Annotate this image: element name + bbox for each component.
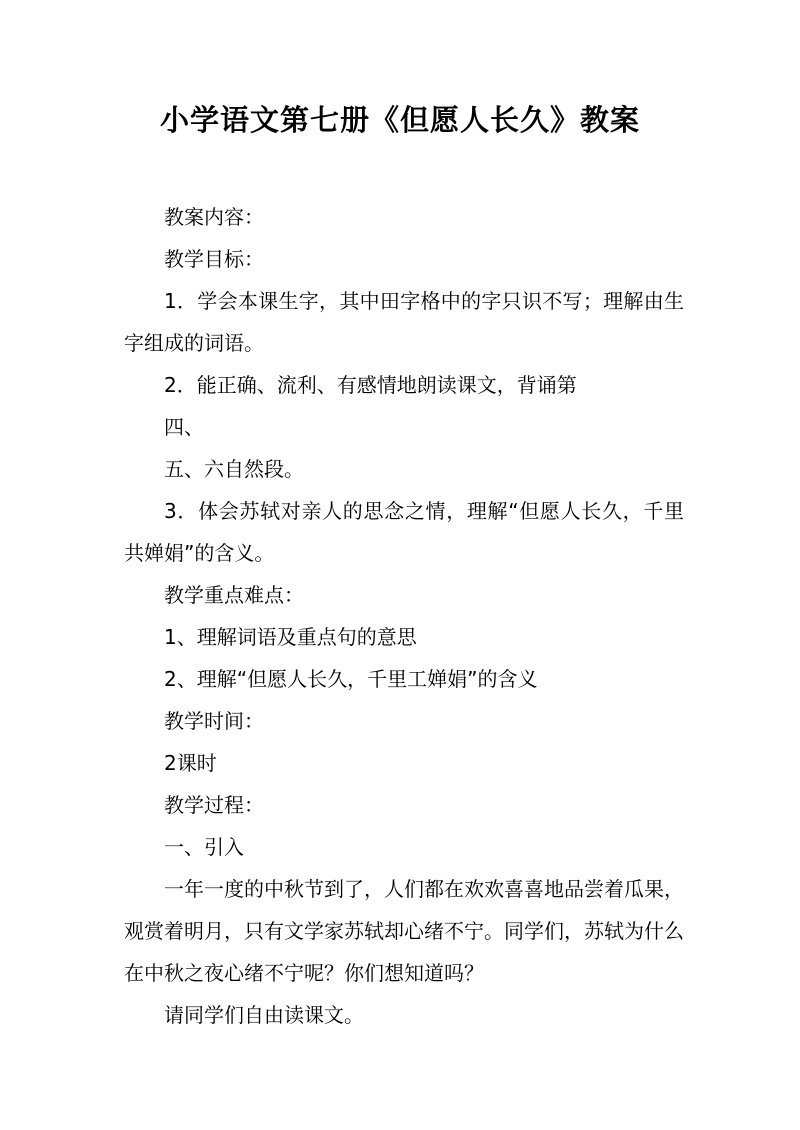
paragraph-objective-2-cont-b: 五、六自然段。 [164,457,304,481]
paragraph-section-intro: 一、引入 [164,835,244,859]
paragraph-objective-3: 3．体会苏轼对亲人的思念之情，理解“但愿人长久，千里共婵娟”的含义。 [124,499,684,565]
paragraph-process-heading: 教学过程： [164,793,264,817]
document-title: 小学语文第七册《但愿人长久》教案 [159,103,640,137]
paragraph-content-heading: 教案内容： [164,205,264,229]
paragraph-key-point-1: 1、理解词语及重点句的意思 [164,625,417,649]
paragraph-time-heading: 教学时间： [164,709,264,733]
paragraph-time-value: 2课时 [164,751,217,775]
paragraph-key-points-heading: 教学重点难点： [164,583,304,607]
paragraph-key-point-2: 2、理解“但愿人长久，千里工婵娟”的含义 [164,667,538,691]
paragraph-reading-instruction: 请同学们自由读课文。 [164,1003,364,1027]
paragraph-objective-2-cont-a: 四、 [164,415,204,439]
document-body [124,196,684,1036]
paragraph-objective-1: 1．学会本课生字，其中田字格中的字只识不写；理解由生字组成的词语。 [124,289,684,355]
paragraph-objectives-heading: 教学目标： [164,247,264,271]
paragraph-intro-text: 一年一度的中秋节到了，人们都在欢欢喜喜地品尝着瓜果，观赏着明月，只有文学家苏轼却心绪不宁。同学们，苏轼为什么在中秋之夜心绪不宁呢？你们想知道吗？ [124,877,684,985]
paragraph-objective-2: 2．能正确、流利、有感情地朗读课文，背诵第 [164,373,577,397]
